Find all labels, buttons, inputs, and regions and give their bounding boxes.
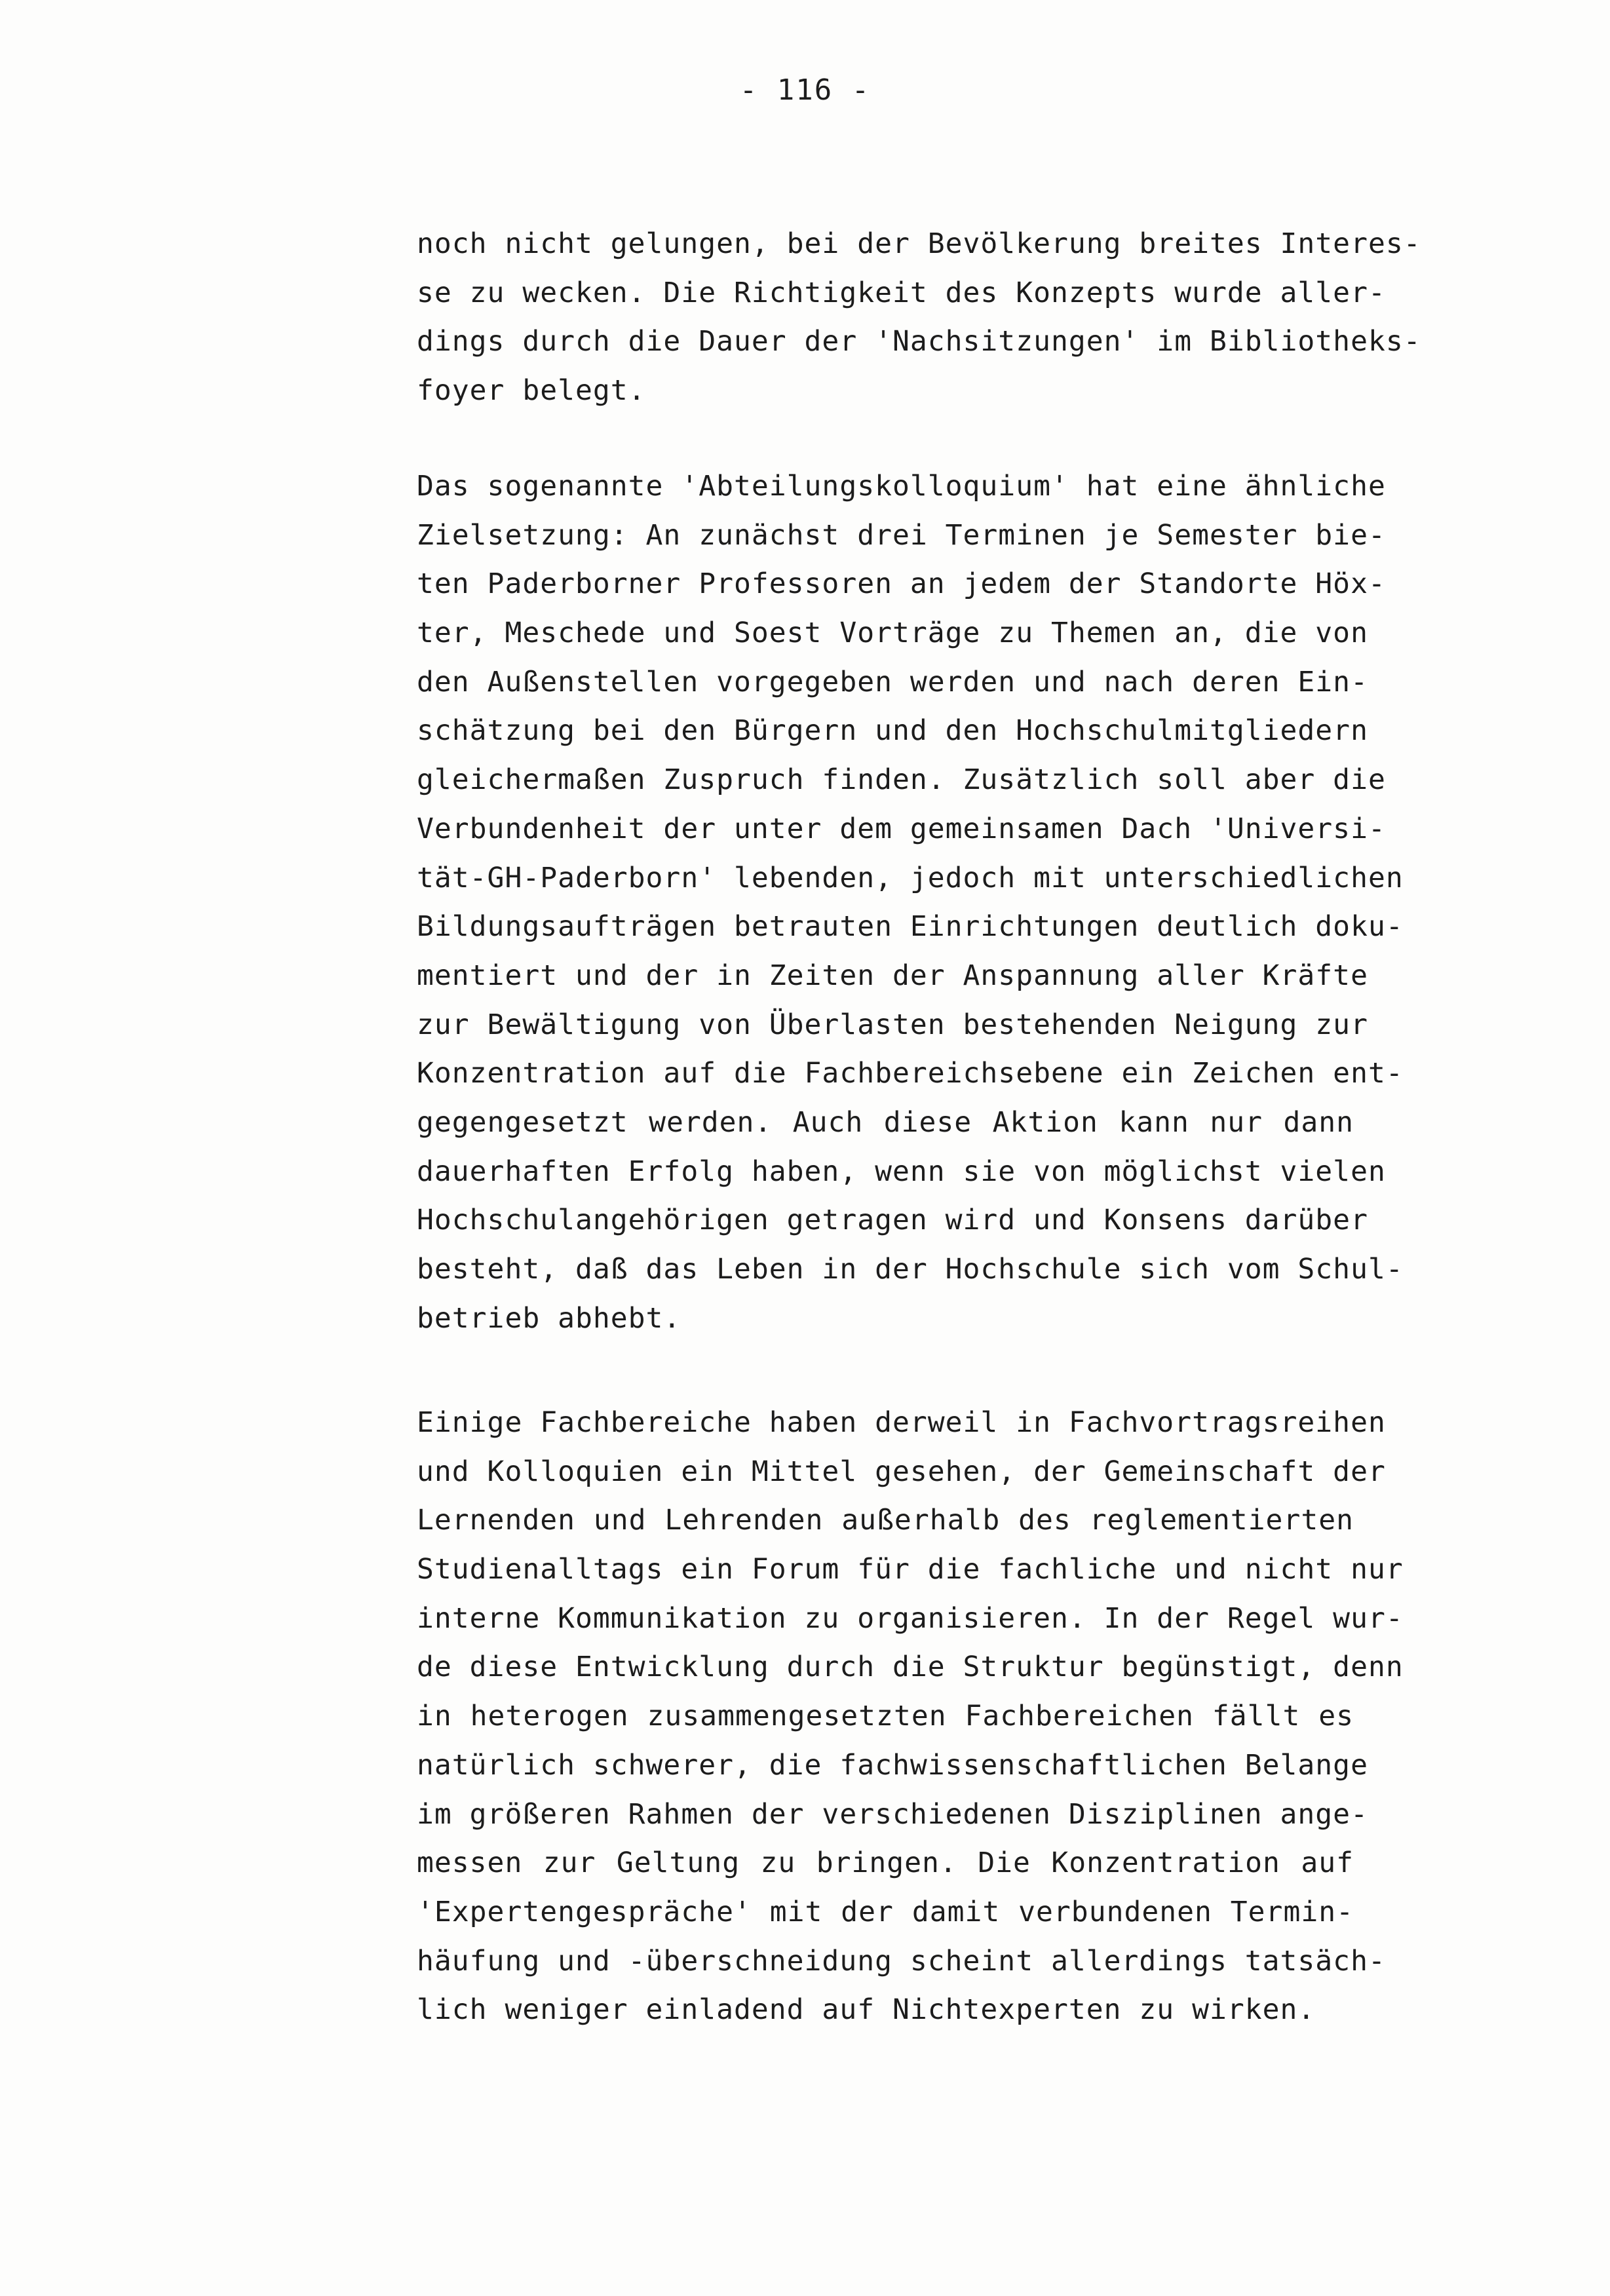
text-line: im größeren Rahmen der verschiedenen Disziplinen ange- (417, 1797, 1368, 1831)
text-line: Lernenden und Lehrenden außerhalb des reglementierten (417, 1504, 1354, 1537)
text-line: foyer belegt. (417, 374, 646, 408)
text-line: Konzentration auf die Fachbereichsebene ein Zeichen ent- (417, 1057, 1404, 1090)
text-line: dings durch die Dauer der 'Nachsitzungen' im Bibliotheks- (417, 325, 1421, 358)
text-line: gegengesetzt werden. Auch diese Aktion kann nur dann (417, 1105, 1354, 1139)
page-number: - 116 - (739, 73, 871, 107)
text-line: besteht, daß das Leben in der Hochschule sich vom Schul- (417, 1253, 1404, 1286)
text-line: ter, Meschede und Soest Vorträge zu Themen an, die von (417, 617, 1368, 650)
text-line: ten Paderborner Professoren an jedem der Standorte Höx- (417, 567, 1386, 601)
text-line: in heterogen zusammengesetzten Fachbereichen fällt es (417, 1700, 1354, 1733)
text-line: noch nicht gelungen, bei der Bevölkerung breites Interes- (417, 227, 1421, 260)
text-line: Studienalltags ein Forum für die fachliche und nicht nur (417, 1553, 1404, 1586)
text-line: Verbundenheit der unter dem gemeinsamen Dach 'Universi- (417, 812, 1386, 845)
text-line: interne Kommunikation zu organisieren. In der Regel wur- (417, 1601, 1404, 1635)
text-line: gleichermaßen Zuspruch finden. Zusätzlich soll aber die (417, 763, 1386, 797)
text-line: zur Bewältigung von Überlasten bestehenden Neigung zur (417, 1008, 1368, 1041)
paragraph-3 (417, 1398, 1404, 2035)
text-line: Hochschulangehörigen getragen wird und Konsens darüber (417, 1204, 1368, 1237)
text-line: tät-GH-Paderborn' lebenden, jedoch mit unterschiedlichen (417, 861, 1404, 894)
text-line: mentiert und der in Zeiten der Anspannung aller Kräfte (417, 959, 1368, 992)
text-line: und Kolloquien ein Mittel gesehen, der Gemeinschaft der (417, 1455, 1386, 1488)
text-line: 'Expertengespräche' mit der damit verbundenen Termin- (417, 1895, 1354, 1928)
text-line: Zielsetzung: An zunächst drei Terminen je Semester bie- (417, 518, 1386, 552)
text-line: dauerhaften Erfolg haben, wenn sie von möglichst vielen (417, 1155, 1386, 1188)
paragraph-2 (417, 462, 1404, 1343)
text-line: lich weniger einladend auf Nichtexperten zu wirken. (417, 1993, 1316, 2027)
text-line: messen zur Geltung zu bringen. Die Konzentration auf (417, 1846, 1354, 1880)
text-line: Das sogenannte 'Abteilungskolloquium' hat eine ähnliche (417, 470, 1386, 503)
text-line: de diese Entwicklung durch die Struktur begünstigt, denn (417, 1651, 1404, 1684)
text-line: den Außenstellen vorgegeben werden und nach deren Ein- (417, 665, 1368, 698)
text-line: schätzung bei den Bürgern und den Hochschulmitgliedern (417, 714, 1368, 748)
text-line: häufung und -überschneidung scheint allerdings tatsäch- (417, 1944, 1386, 1978)
text-line: natürlich schwerer, die fachwissenschaftlichen Belange (417, 1748, 1368, 1782)
text-line: betrieb abhebt. (417, 1301, 681, 1335)
text-line: Einige Fachbereiche haben derweil in Fachvortragsreihen (417, 1406, 1386, 1439)
paragraph-1 (417, 220, 1421, 415)
text-line: Bildungsaufträgen betrauten Einrichtungen deutlich doku- (417, 910, 1404, 944)
text-line: se zu wecken. Die Richtigkeit des Konzepts wurde aller- (417, 276, 1386, 309)
